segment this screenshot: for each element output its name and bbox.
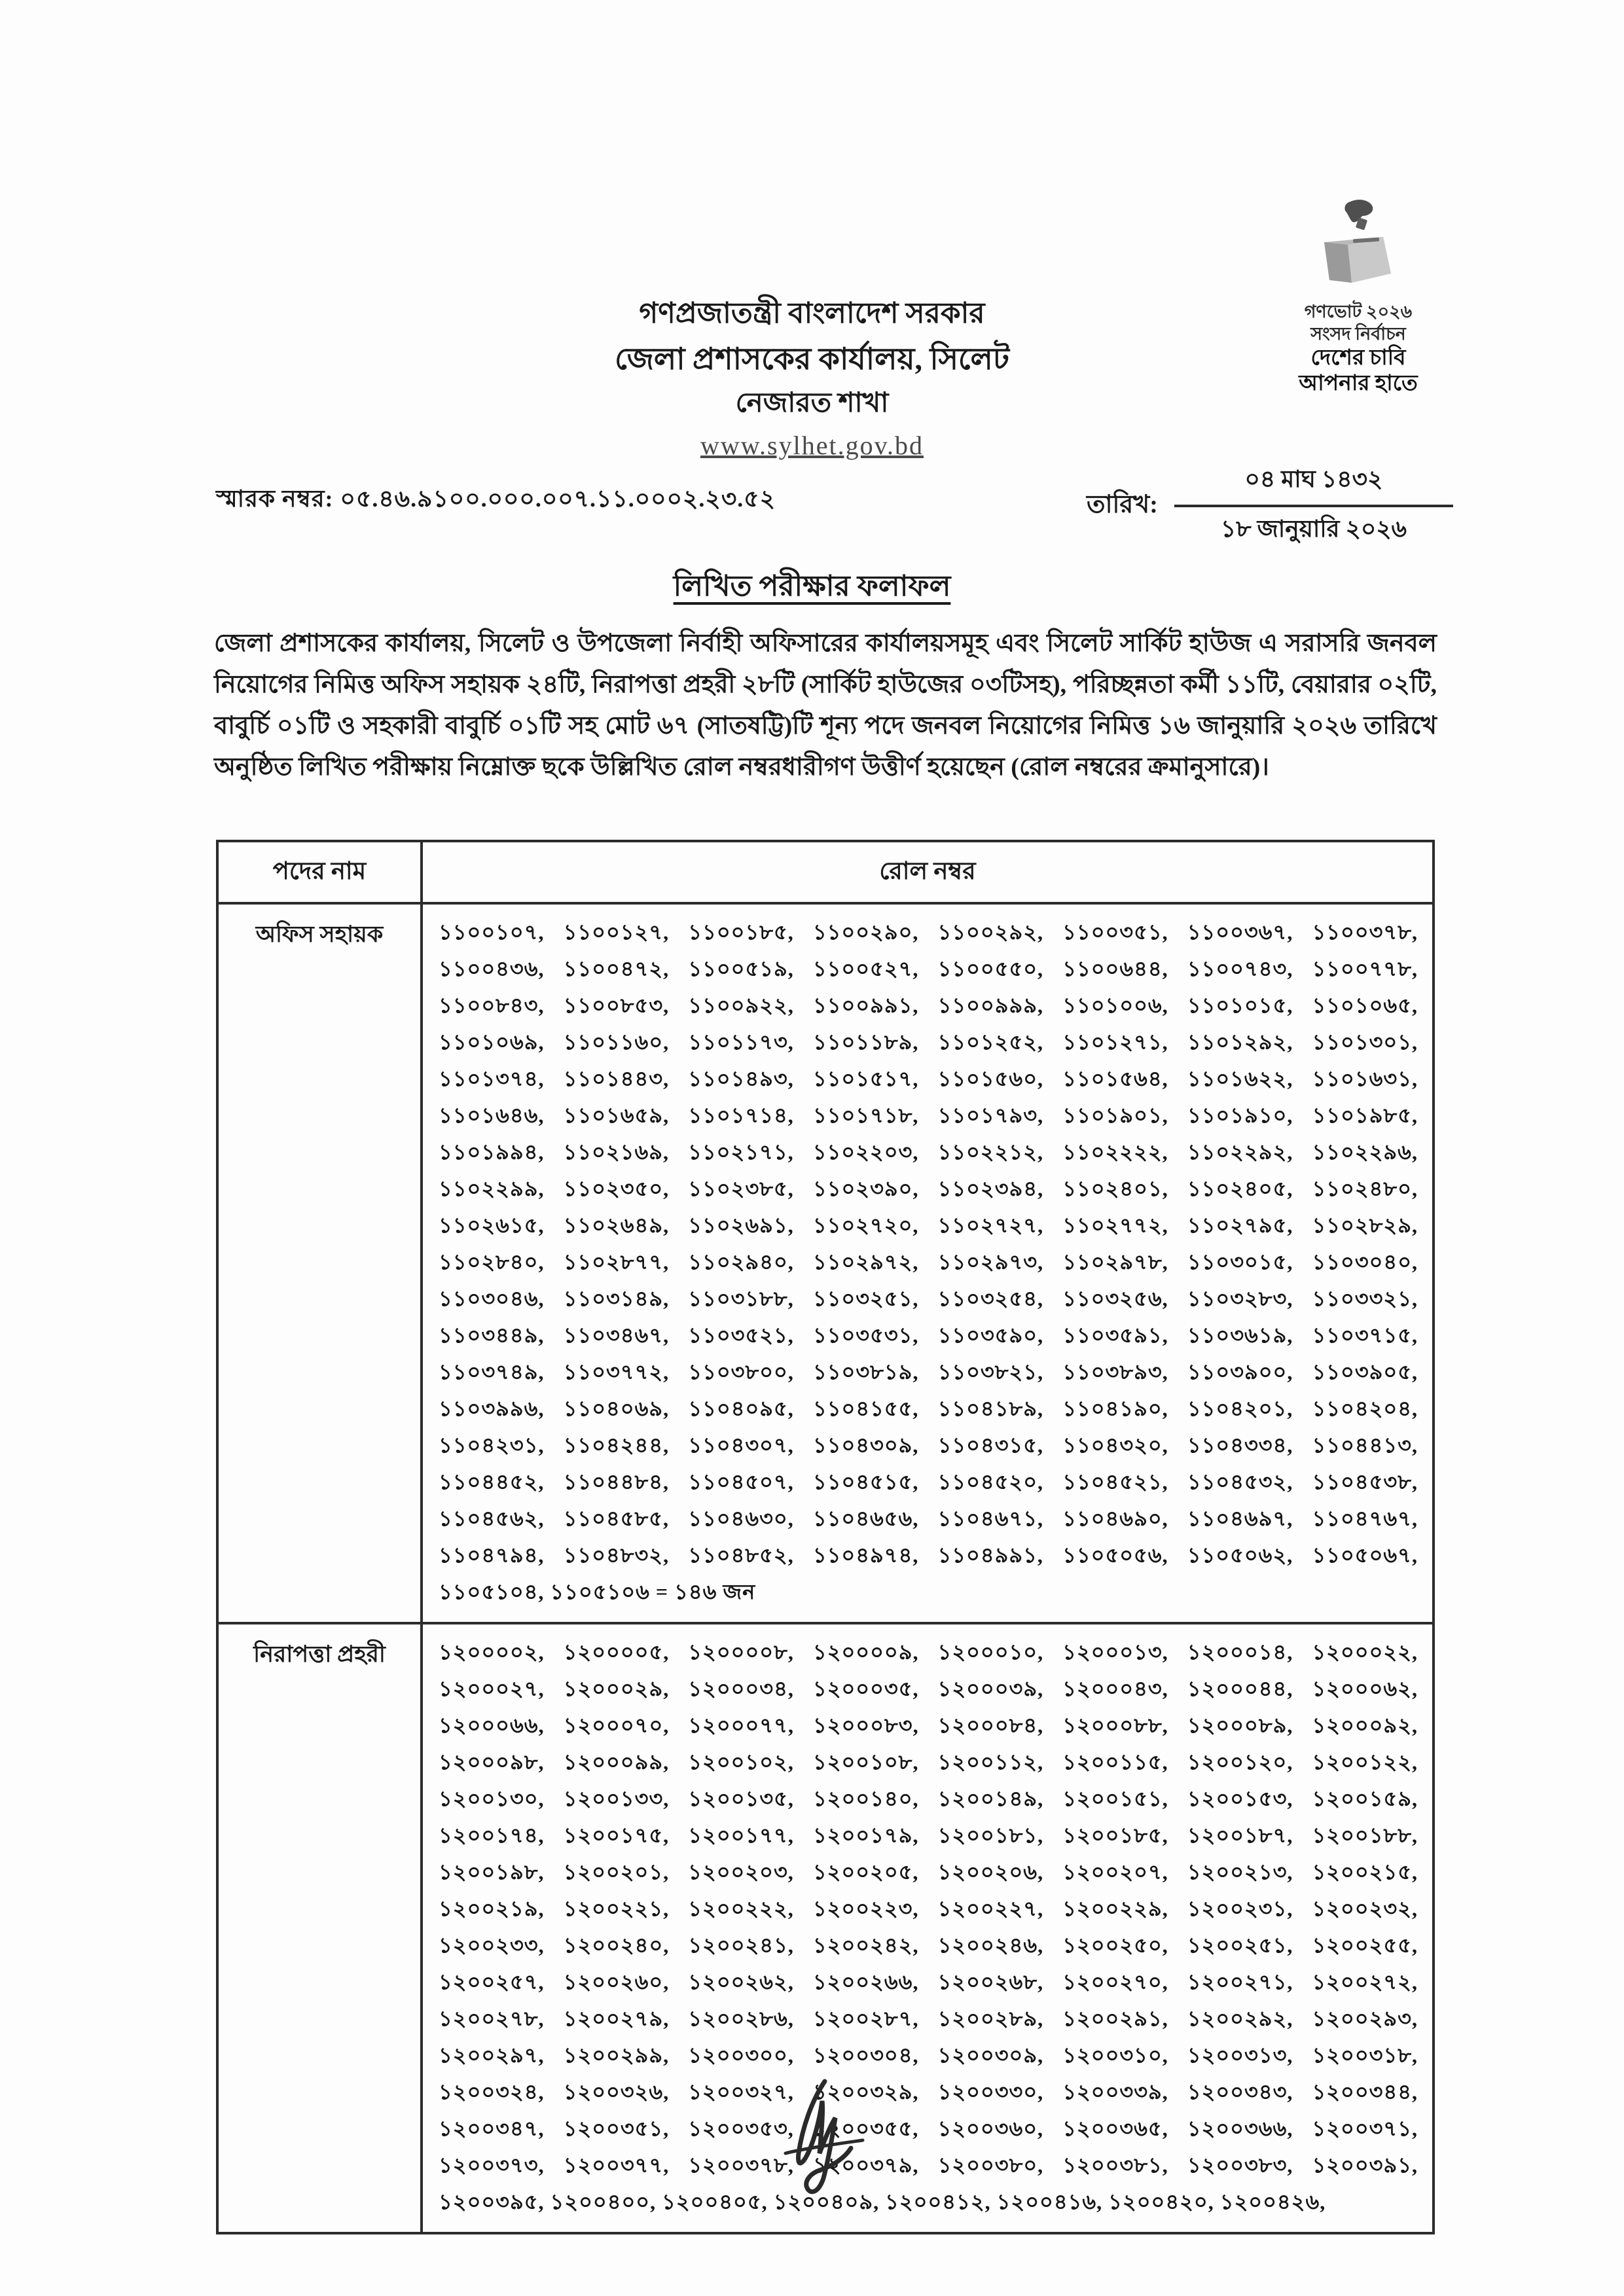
- date-values: [1174, 461, 1453, 550]
- memo-number: ০৫.৪৬.৯১০০.০০০.০০৭.১১.০০০২.২৩.৫২: [340, 486, 776, 512]
- date-block: [1087, 461, 1453, 550]
- date-gregorian: ১৮ জানুয়ারি ২০২৬: [1220, 516, 1407, 542]
- post-name-office-assistant: অফিস সহায়ক: [217, 903, 422, 1623]
- signature-mark: [746, 2075, 890, 2199]
- office-name: জেলা প্রশাসকের কার্যালয়, সিলেট: [615, 342, 1009, 376]
- roll-numbers-office-assistant: ১১০০১০৭, ১১০০১২৭, ১১০০১৮৫, ১১০০২৯০, ১১০০২৯২, ১১০০৩৫১, ১১০০৩৬৭, ১১০০৩৭৮, ১১০০৪৩৬, ১১০০৪৭২, ১১০০৫১৯, ১১০০৫২৭, ১১০০৫৫০, ১১০০৬৪৪, ১১০০৭৪৩, ১১০০৭৭৮, ১১০০৮৪৩, ১১০০৮৫৩, ১১০০৯২২, ১১০০৯৯১, ১১০০৯৯৯, ১১০১০০৬, ১১০১০১৫, ১১০১০৬৫, ১১০১০৬৯, ১১০১১৬০, ১১০১১৭৩, ১১০১১৮৯, ১১০১২৫২, ১১০১২৭১, ১১০১২৯২, ১১০১৩০১, ১১০১৩৭৪, ১১০১৪৪৩, ১১০১৪৯৩, ১১০১৫১৭, ১১০১৫৬০, ১১০১৫৬৪, ১১০১৬২২, ১১০১৬৩১, ১১০১৬৪৬, ১১০১৬৫৯, ১১০১৭১৪, ১১০১৭১৮, ১১০১৭৯৩, ১১০১৯০১, ১১০১৯১০, ১১০১৯৮৫, ১১০১৯৯৪, ১১০২১৬৯, ১১০২১৭১, ১১০২২০৩, ১১০২২১২, ১১০২২২২, ১১০২২৯২, ১১০২২৯৬, ১১০২২৯৯, ১১০২৩৫০, ১১০২৩৮৫, ১১০২৩৯০, ১১০২৩৯৪, ১১০২৪০১, ১১০২৪০৫, ১১০২৪৮০, ১১০২৬১৫, ১১০২৬৪৯, ১১০২৬৯১, ১১০২৭২০, ১১০২৭২৭, ১১০২৭৭২, ১১০২৭৯৫, ১১০২৮২৯, ১১০২৮৪০, ১১০২৮৭৭, ১১০২৯৪০, ১১০২৯৭২, ১১০২৯৭৩, ১১০২৯৭৮, ১১০৩০১৫, ১১০৩০৪০, ১১০৩০৪৬, ১১০৩১৪৯, ১১০৩১৮৮, ১১০৩২৫১, ১১০৩২৫৪, ১১০৩২৫৬, ১১০৩২৮৩, ১১০৩৩২১, ১১০৩৪৪৯, ১১০৩৪৬৭, ১১০৩৫২১, ১১০৩৫৩১, ১১০৩৫৯০, ১১০৩৫৯১, ১১০৩৬১৯, ১১০৩৭১৫, ১১০৩৭৪৯, ১১০৩৭৭২, ১১০৩৮০০, ১১০৩৮১৯, ১১০৩৮২১, ১১০৩৮৯৩, ১১০৩৯০০, ১১০৩৯০৫, ১১০৩৯৯৬, ১১০৪০৬৯, ১১০৪০৯৫, ১১০৪১৫৫, ১১০৪১৮৯, ১১০৪১৯০, ১১০৪২০১, ১১০৪২০৪, ১১০৪২৩১, ১১০৪২৪৪, ১১০৪৩০৭, ১১০৪৩০৯, ১১০৪৩১৫, ১১০৪৩২০, ১১০৪৩৩৪, ১১০৪৪১৩, ১১০৪৪৫২, ১১০৪৪৮৪, ১১০৪৫০৭, ১১০৪৫১৫, ১১০৪৫২০, ১১০৪৫২১, ১১০৪৫৩২, ১১০৪৫৩৮, ১১০৪৫৬২, ১১০৪৫৮৫, ১১০৪৬৩০, ১১০৪৬৫৬, ১১০৪৬৭১, ১১০৪৬৯০, ১১০৪৬৯৭, ১১০৪৭৬৭, ১১০৪৭৯৪, ১১০৪৮৩২, ১১০৪৮৫২, ১১০৪৯৭৪, ১১০৪৯৯১, ১১০৫০৫৬, ১১০৫০৬২, ১১০৫০৬৭, ১১০৫১০৪, ১১০৫১০৬ = ১৪৬ জন: [422, 903, 1434, 1623]
- website-link: www.sylhet.gov.bd: [700, 430, 924, 460]
- branch-name: নেজারত শাখা: [735, 388, 889, 419]
- date-label: তারিখ:: [1087, 491, 1158, 518]
- column-header-roll-number: রোল নম্বর: [422, 841, 1434, 903]
- page-title: লিখিত পরীক্ষার ফলাফল: [673, 570, 951, 602]
- ballot-box-icon: [1299, 196, 1417, 295]
- table-header-row: [217, 841, 1434, 903]
- logo-text-slogan-2: আপনার হাতে: [1299, 372, 1418, 396]
- body-paragraph: জেলা প্রশাসকের কার্যালয়, সিলেট ও উপজেলা নির্বাহী অফিসারের কার্যালয়সমূহ এবং সিলেট সার্কিট হাউজ এ সরাসরি জনবল নিয়োগের নিমিত্ত অফিস সহায়ক ২৪টি, নিরাপত্তা প্রহরী ২৮টি (সার্কিট হাউজের ০৩টিসহ), পরিচ্ছন্নতা কর্মী ১১টি, বেয়ারার ০২টি, বাবুর্চি ০১টি ও সহকারী বাবুর্চি ০১টি সহ মোট ৬৭ (সাতষট্টি)টি শূন্য পদে জনবল নিয়োগের নিমিত্ত ১৬ জানুয়ারি ২০২৬ তারিখে অনুষ্ঠিত লিখিত পরীক্ষায় নিম্নোক্ত ছকে উল্লিখিত রোল নম্বরধারীগণ উত্তীর্ণ হয়েছেন (রোল নম্বরের ক্রমানুসারে)।: [214, 630, 1437, 781]
- memo-label: স্মারক নম্বর:: [216, 486, 334, 512]
- referendum-logo: [1250, 196, 1466, 397]
- table-row-office-assistant: [217, 903, 1434, 1623]
- government-name: গণপ্রজাতন্ত্রী বাংলাদেশ সরকার: [639, 297, 985, 329]
- logo-text-slogan-1: দেশের চাবি: [1310, 346, 1406, 370]
- logo-text-election: সংসদ নির্বাচন: [1310, 323, 1406, 344]
- results-table: [216, 840, 1435, 2234]
- column-header-post-name: পদের নাম: [217, 841, 422, 903]
- memo-number-line: [216, 481, 776, 520]
- post-name-security-guard: নিরাপত্তা প্রহরী: [217, 1623, 422, 2233]
- roll-numbers-security-guard: ১২০০০০২, ১২০০০০৫, ১২০০০০৮, ১২০০০০৯, ১২০০০১০, ১২০০০১৩, ১২০০০১৪, ১২০০০২২, ১২০০০২৭, ১২০০০২৯, ১২০০০৩৪, ১২০০০৩৫, ১২০০০৩৯, ১২০০০৪৩, ১২০০০৪৪, ১২০০০৬২, ১২০০০৬৬, ১২০০০৭০, ১২০০০৭৭, ১২০০০৮৩, ১২০০০৮৪, ১২০০০৮৮, ১২০০০৮৯, ১২০০০৯২, ১২০০০৯৮, ১২০০০৯৯, ১২০০১০২, ১২০০১০৮, ১২০০১১২, ১২০০১১৫, ১২০০১২০, ১২০০১২২, ১২০০১৩০, ১২০০১৩৩, ১২০০১৩৫, ১২০০১৪০, ১২০০১৪৯, ১২০০১৫১, ১২০০১৫৩, ১২০০১৫৯, ১২০০১৭৪, ১২০০১৭৫, ১২০০১৭৭, ১২০০১৭৯, ১২০০১৮১, ১২০০১৮৫, ১২০০১৮৭, ১২০০১৮৮, ১২০০১৯৮, ১২০০২০১, ১২০০২০৩, ১২০০২০৫, ১২০০২০৬, ১২০০২০৭, ১২০০২১৩, ১২০০২১৫, ১২০০২১৯, ১২০০২২১, ১২০০২২২, ১২০০২২৩, ১২০০২২৭, ১২০০২২৯, ১২০০২৩১, ১২০০২৩২, ১২০০২৩৩, ১২০০২৪০, ১২০০২৪১, ১২০০২৪২, ১২০০২৪৬, ১২০০২৫০, ১২০০২৫১, ১২০০২৫৫, ১২০০২৫৭, ১২০০২৬০, ১২০০২৬২, ১২০০২৬৬, ১২০০২৬৮, ১২০০২৭০, ১২০০২৭১, ১২০০২৭২, ১২০০২৭৮, ১২০০২৭৯, ১২০০২৮৬, ১২০০২৮৭, ১২০০২৮৯, ১২০০২৯১, ১২০০২৯২, ১২০০২৯৩, ১২০০২৯৭, ১২০০২৯৯, ১২০০৩০০, ১২০০৩০৪, ১২০০৩০৯, ১২০০৩১০, ১২০০৩১৩, ১২০০৩১৮, ১২০০৩২৪, ১২০০৩২৬, ১২০০৩২৭, ১২০০৩২৯, ১২০০৩৩০, ১২০০৩৩৯, ১২০০৩৪৩, ১২০০৩৪৪, ১২০০৩৪৭, ১২০০৩৫১, ১২০০৩৫৩, ১২০০৩৫৫, ১২০০৩৬০, ১২০০৩৬৫, ১২০০৩৬৬, ১২০০৩৭১, ১২০০৩৭৩, ১২০০৩৭৭, ১২০০৩৭৮, ১২০০৩৭৯, ১২০০৩৮০, ১২০০৩৮১, ১২০০৩৮৩, ১২০০৩৯১, ১২০০৩৯৫, ১২০০৪০০, ১২০০৪০৫, ১২০০৪০৯, ১২০০৪১২, ১২০০৪১৬, ১২০০৪২০, ১২০০৪২৬,: [422, 1623, 1434, 2233]
- logo-text-referendum: গণভোট ২০২৬: [1304, 302, 1413, 321]
- date-bangla: ০৪ মাঘ ১৪৩২: [1174, 461, 1453, 507]
